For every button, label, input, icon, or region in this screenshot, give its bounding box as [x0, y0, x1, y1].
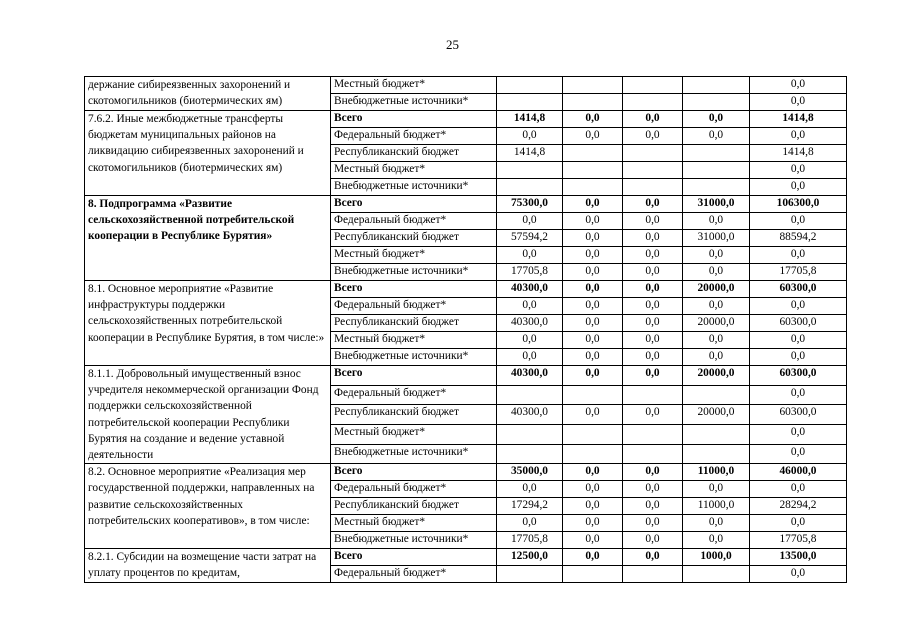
amount-cell	[497, 385, 563, 405]
amount-cell: 1414,8	[497, 145, 563, 162]
amount-cell	[683, 77, 750, 94]
amount-cell: 0,0	[623, 264, 683, 281]
amount-cell: 1414,8	[750, 111, 847, 128]
amount-cell: 0,0	[623, 464, 683, 481]
amount-cell: 0,0	[683, 349, 750, 366]
amount-cell: 0,0	[683, 213, 750, 230]
amount-cell: 0,0	[623, 230, 683, 247]
amount-cell: 60300,0	[750, 315, 847, 332]
amount-cell: 1414,8	[497, 111, 563, 128]
amount-cell: 0,0	[623, 332, 683, 349]
funding-source: Местный бюджет*	[331, 77, 497, 94]
amount-cell: 0,0	[750, 298, 847, 315]
amount-cell: 88594,2	[750, 230, 847, 247]
amount-cell: 0,0	[683, 515, 750, 532]
amount-cell: 11000,0	[683, 498, 750, 515]
amount-cell: 0,0	[750, 213, 847, 230]
funding-source: Федеральный бюджет*	[331, 566, 497, 582]
amount-cell: 0,0	[750, 162, 847, 179]
amount-cell: 0,0	[750, 77, 847, 94]
amount-cell: 57594,2	[497, 230, 563, 247]
amount-cell: 0,0	[563, 230, 623, 247]
funding-source: Местный бюджет*	[331, 162, 497, 179]
page-number: 25	[446, 37, 459, 52]
amount-cell: 0,0	[750, 481, 847, 498]
amount-cell: 0,0	[563, 532, 623, 549]
funding-source: Федеральный бюджет*	[331, 213, 497, 230]
amount-cell	[563, 179, 623, 196]
amount-cell	[497, 77, 563, 94]
funding-source: Федеральный бюджет*	[331, 128, 497, 145]
amount-cell	[563, 94, 623, 111]
funding-source: Местный бюджет*	[331, 515, 497, 532]
amount-cell: 0,0	[497, 515, 563, 532]
amount-cell	[623, 77, 683, 94]
amount-cell: 0,0	[623, 247, 683, 264]
amount-cell: 0,0	[563, 111, 623, 128]
amount-cell: 0,0	[563, 128, 623, 145]
funding-source: Всего	[331, 366, 497, 386]
funding-source: Федеральный бюджет*	[331, 481, 497, 498]
amount-cell	[497, 179, 563, 196]
amount-cell: 0,0	[563, 213, 623, 230]
table-row	[85, 366, 847, 386]
amount-cell: 31000,0	[683, 196, 750, 213]
amount-cell: 0,0	[563, 481, 623, 498]
funding-source: Республиканский бюджет	[331, 498, 497, 515]
amount-cell	[563, 162, 623, 179]
item-description: 8.2.1. Субсидии на возмещение части затрат на уплату процентов по кредитам,	[85, 549, 331, 582]
amount-cell: 0,0	[750, 179, 847, 196]
amount-cell: 35000,0	[497, 464, 563, 481]
amount-cell: 0,0	[683, 481, 750, 498]
funding-source: Республиканский бюджет	[331, 230, 497, 247]
amount-cell: 0,0	[497, 247, 563, 264]
table-row	[85, 281, 847, 298]
funding-source: Внебюджетные источники*	[331, 264, 497, 281]
amount-cell: 0,0	[563, 349, 623, 366]
amount-cell	[563, 444, 623, 464]
amount-cell: 0,0	[623, 549, 683, 566]
amount-cell: 0,0	[683, 332, 750, 349]
amount-cell: 0,0	[750, 385, 847, 405]
amount-cell	[623, 566, 683, 582]
amount-cell: 17705,8	[750, 264, 847, 281]
amount-cell: 12500,0	[497, 549, 563, 566]
table-row	[85, 549, 847, 566]
amount-cell: 0,0	[563, 515, 623, 532]
amount-cell: 0,0	[750, 424, 847, 444]
amount-cell: 20000,0	[683, 405, 750, 425]
amount-cell: 46000,0	[750, 464, 847, 481]
amount-cell: 0,0	[623, 515, 683, 532]
funding-source: Всего	[331, 464, 497, 481]
amount-cell: 0,0	[623, 128, 683, 145]
amount-cell: 20000,0	[683, 281, 750, 298]
amount-cell	[683, 444, 750, 464]
amount-cell: 0,0	[623, 196, 683, 213]
item-description: 8.1. Основное мероприятие «Развитие инфраструктуры поддержки сельскохозяйственных потребительской кооперации в Республике Бурятия, в том числе:»	[85, 281, 331, 366]
funding-source: Республиканский бюджет	[331, 315, 497, 332]
amount-cell: 0,0	[683, 111, 750, 128]
amount-cell	[497, 424, 563, 444]
amount-cell: 60300,0	[750, 366, 847, 386]
funding-source: Республиканский бюджет	[331, 405, 497, 425]
amount-cell: 0,0	[563, 498, 623, 515]
amount-cell: 0,0	[497, 298, 563, 315]
amount-cell	[683, 385, 750, 405]
amount-cell	[683, 94, 750, 111]
funding-source: Внебюджетные источники*	[331, 532, 497, 549]
item-description: 8. Подпрограмма «Развитие сельскохозяйственной потребительской кооперации в Республике Бурятия»	[85, 196, 331, 281]
funding-source: Всего	[331, 196, 497, 213]
amount-cell: 20000,0	[683, 315, 750, 332]
funding-source: Всего	[331, 111, 497, 128]
amount-cell: 20000,0	[683, 366, 750, 386]
amount-cell	[623, 94, 683, 111]
amount-cell: 0,0	[750, 515, 847, 532]
amount-cell: 1414,8	[750, 145, 847, 162]
amount-cell	[623, 145, 683, 162]
funding-source: Республиканский бюджет	[331, 145, 497, 162]
item-description: 8.2. Основное мероприятие «Реализация мер государственной поддержки, направленных на развитие сельскохозяйственных потребительских кооперативов», в том числе:	[85, 464, 331, 549]
funding-source: Местный бюджет*	[331, 247, 497, 264]
item-description: 7.6.2. Иные межбюджетные трансферты бюджетам муниципальных районов на ликвидацию сибиреязвенных захоронений и скотомогильников (биотермических ям)	[85, 111, 331, 196]
amount-cell: 0,0	[623, 532, 683, 549]
amount-cell: 75300,0	[497, 196, 563, 213]
amount-cell: 0,0	[750, 349, 847, 366]
table-row	[85, 111, 847, 128]
amount-cell: 0,0	[623, 298, 683, 315]
amount-cell: 0,0	[683, 128, 750, 145]
amount-cell: 17294,2	[497, 498, 563, 515]
amount-cell	[563, 145, 623, 162]
amount-cell: 40300,0	[497, 405, 563, 425]
amount-cell: 0,0	[497, 213, 563, 230]
funding-source: Внебюджетные источники*	[331, 179, 497, 196]
amount-cell: 0,0	[497, 349, 563, 366]
amount-cell: 0,0	[497, 332, 563, 349]
amount-cell: 0,0	[563, 366, 623, 386]
amount-cell	[497, 162, 563, 179]
amount-cell: 0,0	[750, 94, 847, 111]
amount-cell: 11000,0	[683, 464, 750, 481]
amount-cell	[563, 77, 623, 94]
amount-cell: 40300,0	[497, 315, 563, 332]
amount-cell: 40300,0	[497, 281, 563, 298]
amount-cell	[563, 566, 623, 582]
amount-cell	[563, 385, 623, 405]
funding-source: Федеральный бюджет*	[331, 385, 497, 405]
amount-cell	[497, 444, 563, 464]
amount-cell	[497, 94, 563, 111]
amount-cell	[683, 424, 750, 444]
item-description: держание сибиреязвенных захоронений и скотомогильников (биотермических ям)	[85, 77, 331, 111]
funding-source: Внебюджетные источники*	[331, 349, 497, 366]
amount-cell: 0,0	[497, 128, 563, 145]
amount-cell	[623, 179, 683, 196]
amount-cell: 28294,2	[750, 498, 847, 515]
table-row	[85, 77, 847, 94]
amount-cell: 0,0	[563, 281, 623, 298]
amount-cell: 0,0	[563, 405, 623, 425]
amount-cell: 0,0	[563, 298, 623, 315]
amount-cell: 17705,8	[497, 264, 563, 281]
funding-source: Местный бюджет*	[331, 424, 497, 444]
amount-cell: 0,0	[623, 281, 683, 298]
amount-cell: 106300,0	[750, 196, 847, 213]
item-description: 8.1.1. Добровольный имущественный взнос учредителя некоммерческой организации Фонд поддержки сельскохозяйственной потребительской кооперации Республики Бурятия на создание и ведение уставной деятельности	[85, 366, 331, 464]
amount-cell: 0,0	[683, 298, 750, 315]
amount-cell: 0,0	[683, 247, 750, 264]
amount-cell: 0,0	[623, 405, 683, 425]
amount-cell: 0,0	[683, 264, 750, 281]
amount-cell	[497, 566, 563, 582]
amount-cell: 60300,0	[750, 281, 847, 298]
amount-cell: 0,0	[623, 111, 683, 128]
amount-cell: 0,0	[563, 264, 623, 281]
amount-cell: 0,0	[563, 332, 623, 349]
amount-cell: 0,0	[623, 213, 683, 230]
amount-cell	[563, 424, 623, 444]
amount-cell	[623, 385, 683, 405]
amount-cell: 0,0	[623, 481, 683, 498]
amount-cell: 13500,0	[750, 549, 847, 566]
amount-cell: 17705,8	[497, 532, 563, 549]
amount-cell: 1000,0	[683, 549, 750, 566]
table-row	[85, 464, 847, 481]
amount-cell: 0,0	[623, 498, 683, 515]
amount-cell: 60300,0	[750, 405, 847, 425]
amount-cell	[623, 162, 683, 179]
amount-cell: 0,0	[563, 247, 623, 264]
funding-source: Всего	[331, 549, 497, 566]
amount-cell: 0,0	[563, 315, 623, 332]
amount-cell: 31000,0	[683, 230, 750, 247]
funding-source: Внебюджетные источники*	[331, 94, 497, 111]
amount-cell	[623, 444, 683, 464]
amount-cell: 40300,0	[497, 366, 563, 386]
amount-cell	[683, 145, 750, 162]
amount-cell: 0,0	[623, 366, 683, 386]
funding-source: Всего	[331, 281, 497, 298]
amount-cell: 0,0	[750, 566, 847, 582]
table-row	[85, 196, 847, 213]
amount-cell: 0,0	[750, 247, 847, 264]
amount-cell: 0,0	[563, 464, 623, 481]
amount-cell	[683, 566, 750, 582]
budget-table	[84, 76, 847, 583]
funding-source: Федеральный бюджет*	[331, 298, 497, 315]
amount-cell	[623, 424, 683, 444]
amount-cell: 17705,8	[750, 532, 847, 549]
amount-cell: 0,0	[623, 315, 683, 332]
amount-cell: 0,0	[750, 128, 847, 145]
funding-source: Внебюджетные источники*	[331, 444, 497, 464]
amount-cell	[683, 162, 750, 179]
amount-cell: 0,0	[563, 196, 623, 213]
amount-cell: 0,0	[563, 549, 623, 566]
amount-cell	[683, 179, 750, 196]
amount-cell: 0,0	[497, 481, 563, 498]
amount-cell: 0,0	[750, 332, 847, 349]
amount-cell: 0,0	[623, 349, 683, 366]
amount-cell: 0,0	[750, 444, 847, 464]
amount-cell: 0,0	[683, 532, 750, 549]
funding-source: Местный бюджет*	[331, 332, 497, 349]
